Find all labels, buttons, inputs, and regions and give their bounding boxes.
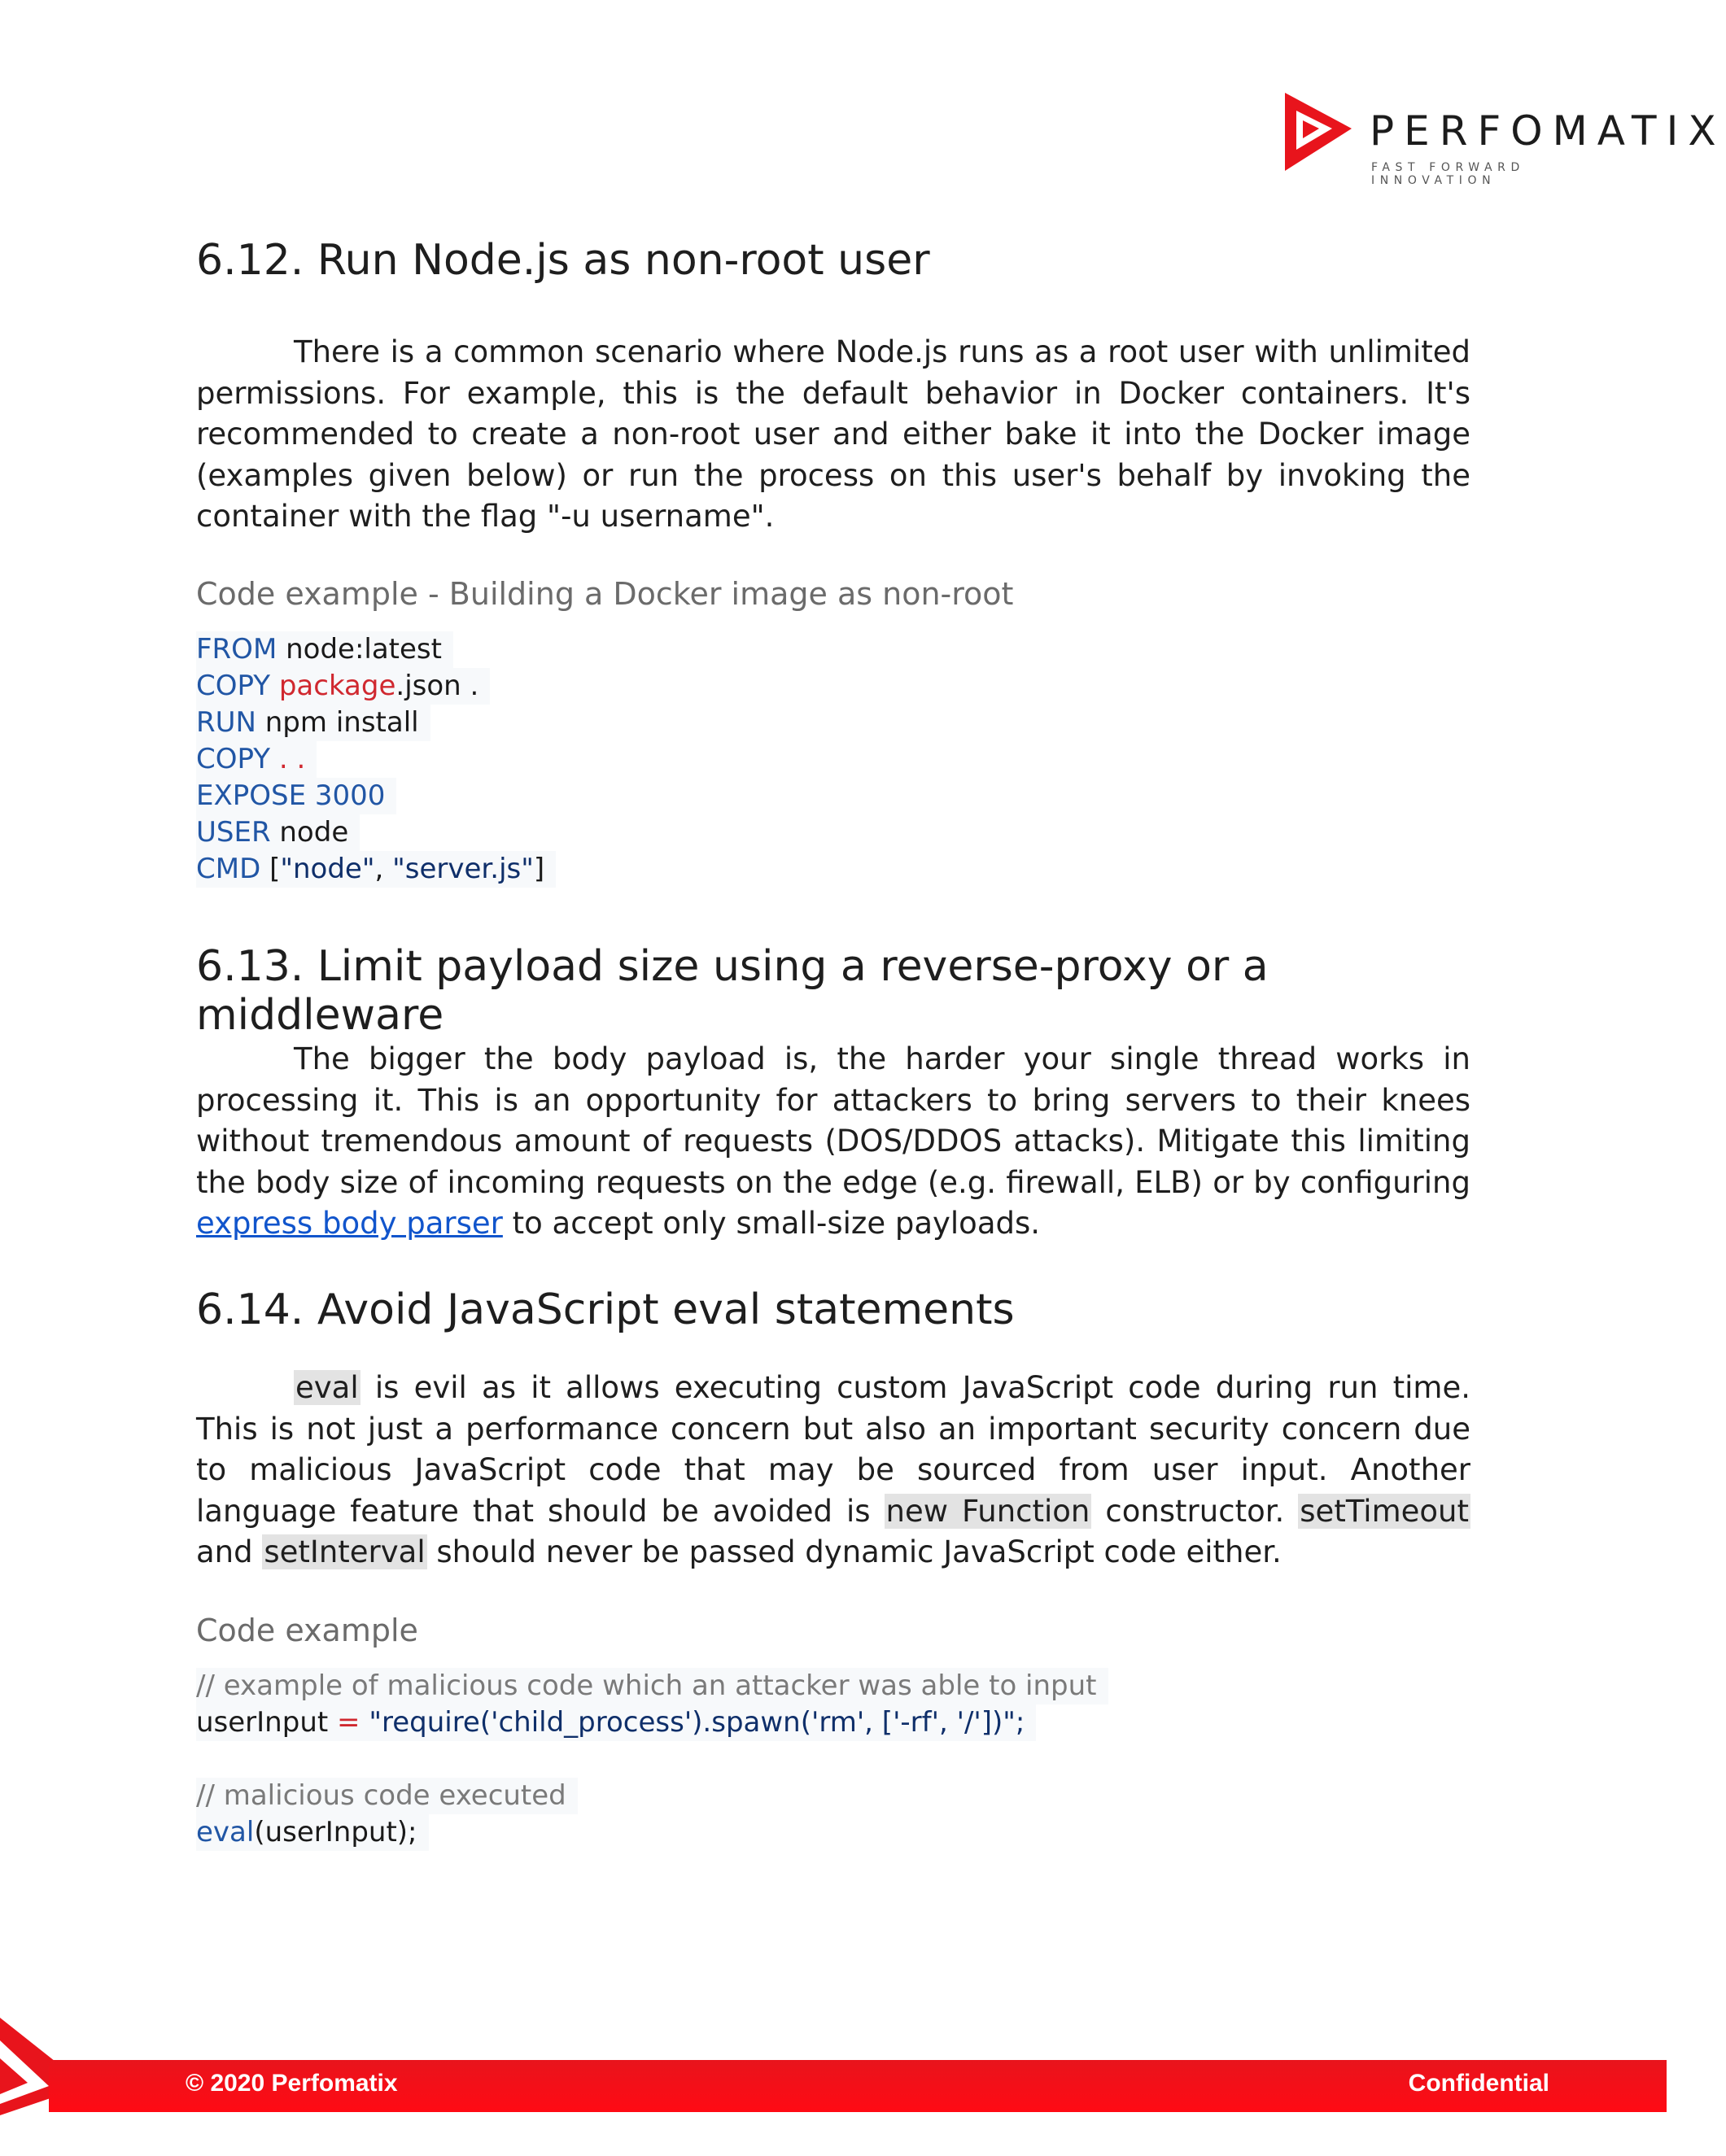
paragraph-text: The bigger the body payload is, the harder your single thread works in processing it. This is an opportunity for attackers to bring servers to their knees without tremendous amount of requests (DOS/DDOS attacks). Mitigate this limiting the body size of incoming requests on the edge (e.g. firewall, ELB) or by configuring — [196, 1041, 1470, 1200]
section-6-12-body — [196, 332, 1470, 538]
brand-tagline: FAST FORWARD INNOVATION — [1371, 161, 1525, 187]
code-line: eval(userInput); — [196, 1814, 429, 1851]
express-body-parser-link[interactable]: express body parser — [196, 1206, 503, 1241]
section-6-13-body — [196, 1039, 1470, 1245]
code-line: userInput = "require('child_process').spawn('rm', ['-rf', '/'])"; — [196, 1704, 1036, 1741]
section-title: 6.14. Avoid JavaScript eval statements — [196, 1285, 1015, 1334]
code-line: COPY package.json . — [196, 668, 490, 705]
perfomatix-logo — [1282, 88, 1726, 187]
footer-copyright: © 2020 Perfomatix — [186, 2070, 398, 2097]
code-comment: // example of malicious code which an attacker was able to input — [196, 1668, 1108, 1704]
footer-confidential: Confidential — [1408, 2070, 1549, 2097]
code-comment: // malicious code executed — [196, 1778, 578, 1814]
inline-code-new-function: new Function — [885, 1493, 1090, 1529]
code-block-docker — [196, 631, 1470, 888]
code-line: EXPOSE 3000 — [196, 778, 396, 814]
inline-code-settimeout: setTimeout — [1300, 1493, 1469, 1529]
page-footer — [0, 2018, 1667, 2115]
inline-code-setinterval: setInterval — [264, 1534, 426, 1569]
code-label-docker — [196, 576, 1470, 612]
code-label: Code example — [196, 1613, 418, 1648]
paragraph-text: There is a common scenario where Node.js runs as a root user with unlimited permissions. For example, this is the default behavior in Docker containers. It's recommended to create a non-root user and either bake it into the Docker image (examples given below) or run the process on this user's behalf by invoking the container with the flag "-u username". — [196, 334, 1470, 534]
code-label: Code example - Building a Docker image as non-root — [196, 576, 1014, 612]
section-title: 6.12. Run Node.js as non-root user — [196, 236, 930, 285]
code-line: USER node — [196, 814, 360, 851]
code-line: FROM node:latest — [196, 631, 453, 668]
code-line: CMD ["node", "server.js"] — [196, 851, 556, 888]
section-6-14 — [196, 1285, 1470, 1334]
perfomatix-logo-icon — [1282, 89, 1355, 174]
section-6-13 — [196, 942, 1470, 1040]
paragraph-text: to accept only small-size payloads. — [502, 1206, 1041, 1241]
section-6-14-body: eval is evil as it allows executing custom JavaScript code during run time. This is not just a performance concern but also an important security concern due to malicious JavaScript code that may be sourced from user input. Another language feature that should be avoided is new Function constructor. setTimeout and setInterval should never be passed dynamic JavaScript code either. — [196, 1370, 1470, 1569]
code-label-eval — [196, 1613, 1470, 1648]
brand-name: PERFOMATIX — [1370, 107, 1726, 155]
section-6-12 — [196, 236, 1470, 285]
section-title: 6.13. Limit payload size using a reverse-proxy or a middleware — [196, 942, 1269, 1040]
code-line: RUN npm install — [196, 705, 430, 741]
code-line: COPY . . — [196, 741, 317, 778]
inline-code-eval: eval — [295, 1370, 359, 1405]
code-block-eval — [196, 1668, 1470, 1851]
